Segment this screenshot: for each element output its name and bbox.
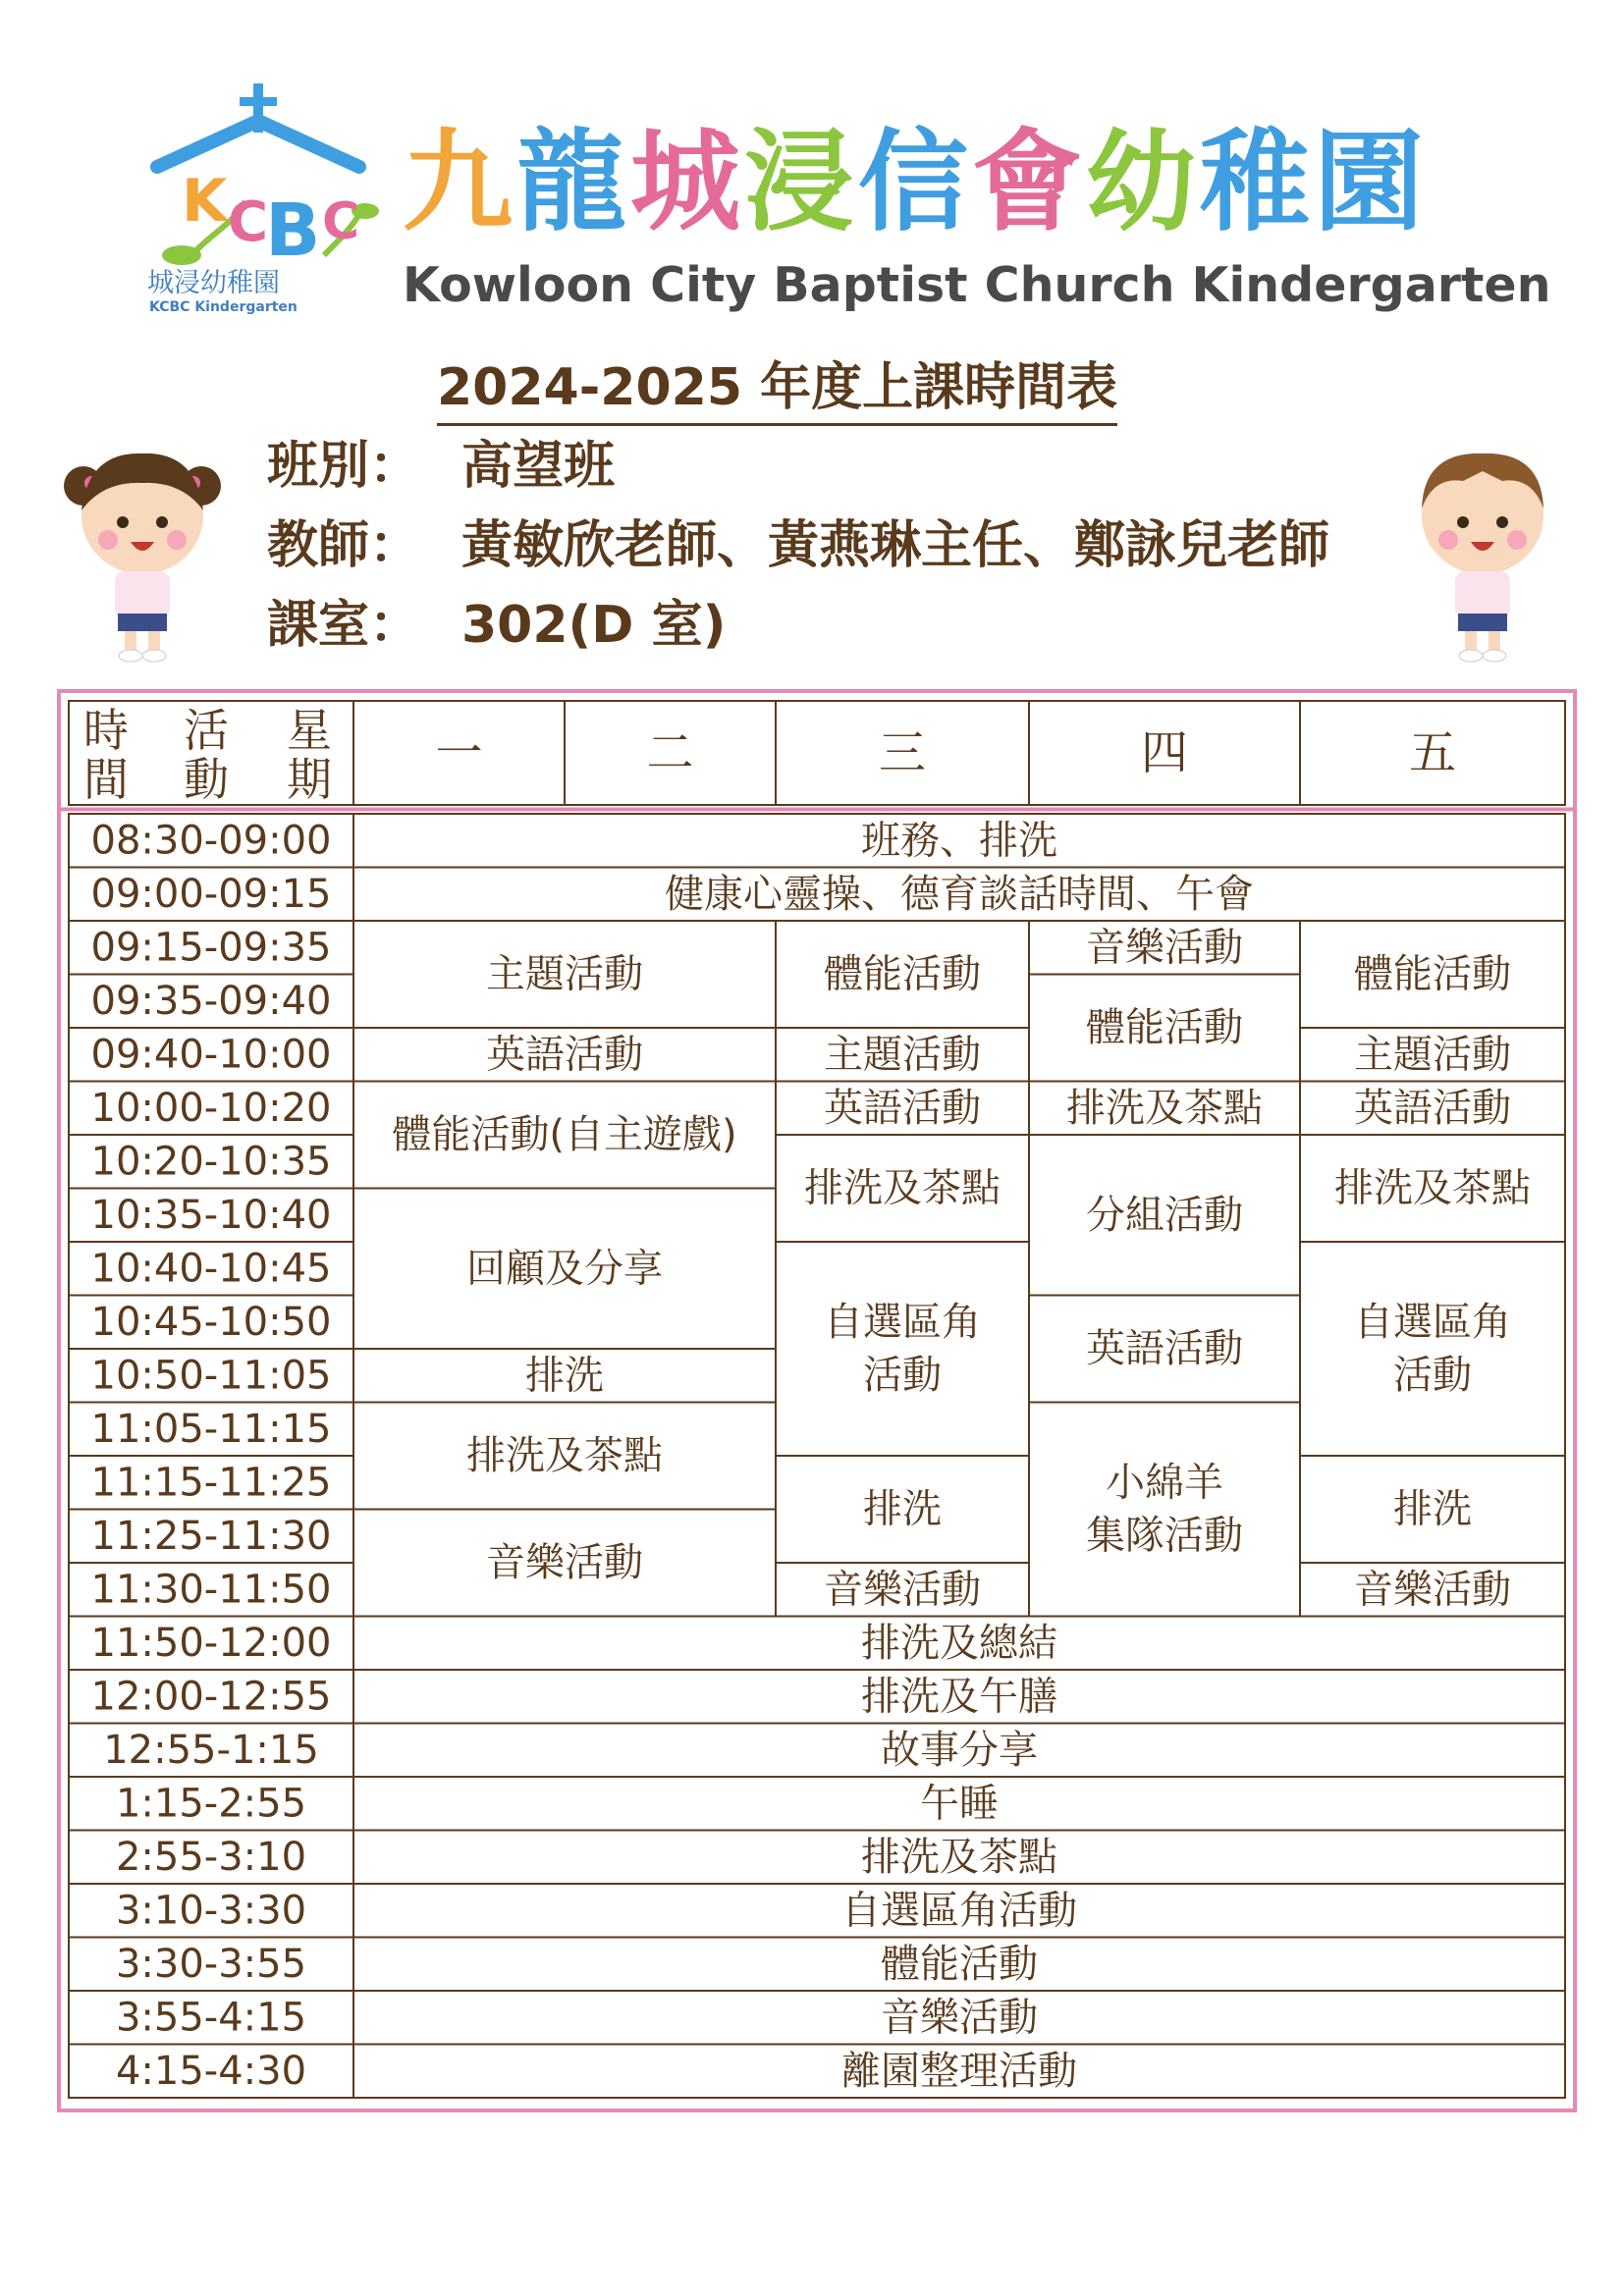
activity-label: 排洗及茶點 bbox=[466, 1433, 663, 1478]
activity-label: 主題活動 bbox=[1354, 1032, 1511, 1078]
time-slot: 09:40-10:00 bbox=[90, 1032, 332, 1078]
time-slot: 09:35-09:40 bbox=[90, 978, 332, 1024]
activity-label: 音樂活動 bbox=[1086, 925, 1243, 971]
kindergarten-logo bbox=[137, 83, 393, 319]
activity-cell bbox=[776, 1242, 1029, 1456]
activity-label: 排洗及午膳 bbox=[861, 1674, 1057, 1720]
activity-label: 排洗及總結 bbox=[861, 1620, 1057, 1666]
activity-label: 活動 bbox=[863, 1353, 942, 1398]
title-character: 浸 bbox=[744, 119, 858, 246]
activity-label: 音樂活動 bbox=[1354, 1567, 1511, 1613]
day-header: 二 bbox=[646, 725, 694, 780]
time-slot: 4:15-4:30 bbox=[115, 2048, 307, 2094]
title-character: 九 bbox=[403, 119, 516, 246]
activity-label: 音樂活動 bbox=[824, 1567, 981, 1613]
corner-label: 活 bbox=[184, 704, 229, 757]
time-slot: 08:30-09:00 bbox=[90, 818, 332, 864]
corner-label: 星 bbox=[287, 704, 332, 757]
time-slot: 11:15-11:25 bbox=[90, 1460, 332, 1506]
time-slot: 09:15-09:35 bbox=[90, 925, 332, 971]
room-row bbox=[267, 583, 726, 657]
kindergarten-chinese-name bbox=[403, 119, 1428, 246]
activity-label: 自選區角 bbox=[824, 1300, 981, 1345]
activity-label: 英語活動 bbox=[1086, 1326, 1243, 1371]
activity-label: 排洗及茶點 bbox=[1334, 1165, 1531, 1211]
time-slot: 09:00-09:15 bbox=[90, 871, 332, 917]
activity-label: 排洗 bbox=[525, 1353, 604, 1399]
boy-illustration bbox=[1384, 432, 1581, 667]
day-header: 三 bbox=[878, 725, 927, 780]
time-slot: 11:30-11:50 bbox=[90, 1567, 332, 1613]
schedule-title: 2024-2025 年度上課時間表 bbox=[437, 346, 1117, 426]
teacher-label: 教師： bbox=[267, 516, 421, 575]
corner-label: 動 bbox=[184, 753, 229, 806]
logo-letter: C bbox=[322, 192, 360, 251]
time-slot: 10:35-10:40 bbox=[90, 1192, 332, 1238]
time-slot: 1:15-2:55 bbox=[115, 1781, 307, 1827]
activity-label: 健康心靈操、德育談話時間、午會 bbox=[665, 871, 1254, 917]
activity-label: 體能活動 bbox=[824, 951, 981, 997]
time-slot: 10:50-11:05 bbox=[90, 1353, 332, 1399]
logo-letter: K bbox=[182, 167, 228, 236]
kindergarten-english-name: Kowloon City Baptist Church Kindergarten bbox=[403, 257, 1551, 313]
activity-label: 小綿羊 bbox=[1106, 1460, 1223, 1506]
activity-cell bbox=[1029, 1403, 1300, 1617]
class-row bbox=[267, 424, 615, 498]
title-character: 園 bbox=[1314, 119, 1428, 246]
activity-label: 離園整理活動 bbox=[841, 2048, 1077, 2094]
time-slot: 11:25-11:30 bbox=[90, 1513, 332, 1559]
time-slot: 3:10-3:30 bbox=[115, 1888, 307, 1934]
activity-label: 自選區角活動 bbox=[841, 1888, 1077, 1934]
day-header: 四 bbox=[1140, 725, 1189, 780]
activity-label: 主題活動 bbox=[486, 951, 643, 997]
activity-label: 排洗 bbox=[863, 1486, 942, 1532]
logo-chinese-text: 城浸幼稚園 bbox=[147, 268, 280, 298]
corner-label: 間 bbox=[83, 753, 129, 806]
activity-label: 排洗 bbox=[1393, 1486, 1472, 1532]
activity-cell bbox=[1300, 1242, 1565, 1456]
activity-label: 自選區角 bbox=[1354, 1300, 1511, 1345]
activity-label: 故事分享 bbox=[881, 1727, 1038, 1773]
activity-label: 活動 bbox=[1393, 1353, 1472, 1398]
teacher-row bbox=[267, 504, 1329, 577]
class-label: 班別： bbox=[267, 437, 421, 496]
activity-label: 分組活動 bbox=[1086, 1192, 1243, 1238]
activity-label: 體能活動 bbox=[881, 1941, 1038, 1987]
activity-label: 班務、排洗 bbox=[861, 818, 1057, 864]
room-value: 302(D 室) bbox=[461, 596, 727, 655]
activity-label: 英語活動 bbox=[486, 1032, 643, 1078]
time-slot: 12:55-1:15 bbox=[103, 1727, 319, 1773]
activity-label: 英語活動 bbox=[1354, 1085, 1511, 1131]
time-slot: 11:05-11:15 bbox=[90, 1406, 332, 1452]
corner-label: 期 bbox=[287, 753, 332, 806]
time-slot: 10:40-10:45 bbox=[90, 1246, 332, 1292]
time-slot: 10:20-10:35 bbox=[90, 1139, 332, 1185]
logo-letter: B bbox=[265, 188, 321, 273]
activity-label: 排洗及茶點 bbox=[804, 1165, 1001, 1211]
title-character: 稚 bbox=[1200, 119, 1314, 246]
title-character: 會 bbox=[972, 119, 1086, 246]
activity-label: 英語活動 bbox=[824, 1085, 981, 1131]
activity-label: 體能活動 bbox=[1086, 1005, 1243, 1050]
activity-label: 排洗及茶點 bbox=[861, 1834, 1057, 1880]
timetable bbox=[57, 689, 1577, 2112]
activity-label: 回顧及分享 bbox=[466, 1246, 663, 1292]
time-slot: 3:30-3:55 bbox=[115, 1941, 307, 1987]
time-slot: 12:00-12:55 bbox=[90, 1674, 332, 1720]
teacher-value: 黃敏欣老師、黃燕琳主任、鄭詠兒老師 bbox=[461, 516, 1330, 575]
activity-label: 音樂活動 bbox=[881, 1995, 1038, 2041]
time-slot: 11:50-12:00 bbox=[90, 1620, 332, 1666]
activity-label: 排洗及茶點 bbox=[1066, 1085, 1263, 1131]
activity-label: 音樂活動 bbox=[486, 1540, 643, 1585]
corner-label: 時 bbox=[83, 704, 129, 757]
logo-english-text: KCBC Kindergarten bbox=[149, 299, 298, 315]
logo-letter: C bbox=[228, 190, 269, 254]
activity-label: 體能活動 bbox=[1354, 951, 1511, 997]
activity-label: 集隊活動 bbox=[1086, 1513, 1243, 1559]
girl-illustration bbox=[44, 432, 241, 667]
time-slot: 2:55-3:10 bbox=[115, 1834, 307, 1880]
time-slot: 10:45-10:50 bbox=[90, 1299, 332, 1345]
title-character: 信 bbox=[858, 119, 972, 246]
class-value: 高望班 bbox=[461, 437, 616, 496]
day-header: 五 bbox=[1408, 725, 1457, 780]
activity-label: 主題活動 bbox=[824, 1032, 981, 1078]
time-slot: 10:00-10:20 bbox=[90, 1085, 332, 1131]
day-header: 一 bbox=[435, 725, 483, 780]
title-character: 幼 bbox=[1086, 119, 1200, 246]
activity-label: 午睡 bbox=[920, 1781, 999, 1827]
title-character: 龍 bbox=[516, 119, 630, 246]
room-label: 課室： bbox=[267, 596, 421, 655]
time-slot: 3:55-4:15 bbox=[115, 1995, 307, 2041]
title-character: 城 bbox=[630, 119, 744, 246]
activity-label: 體能活動(自主遊戲) bbox=[392, 1112, 737, 1157]
